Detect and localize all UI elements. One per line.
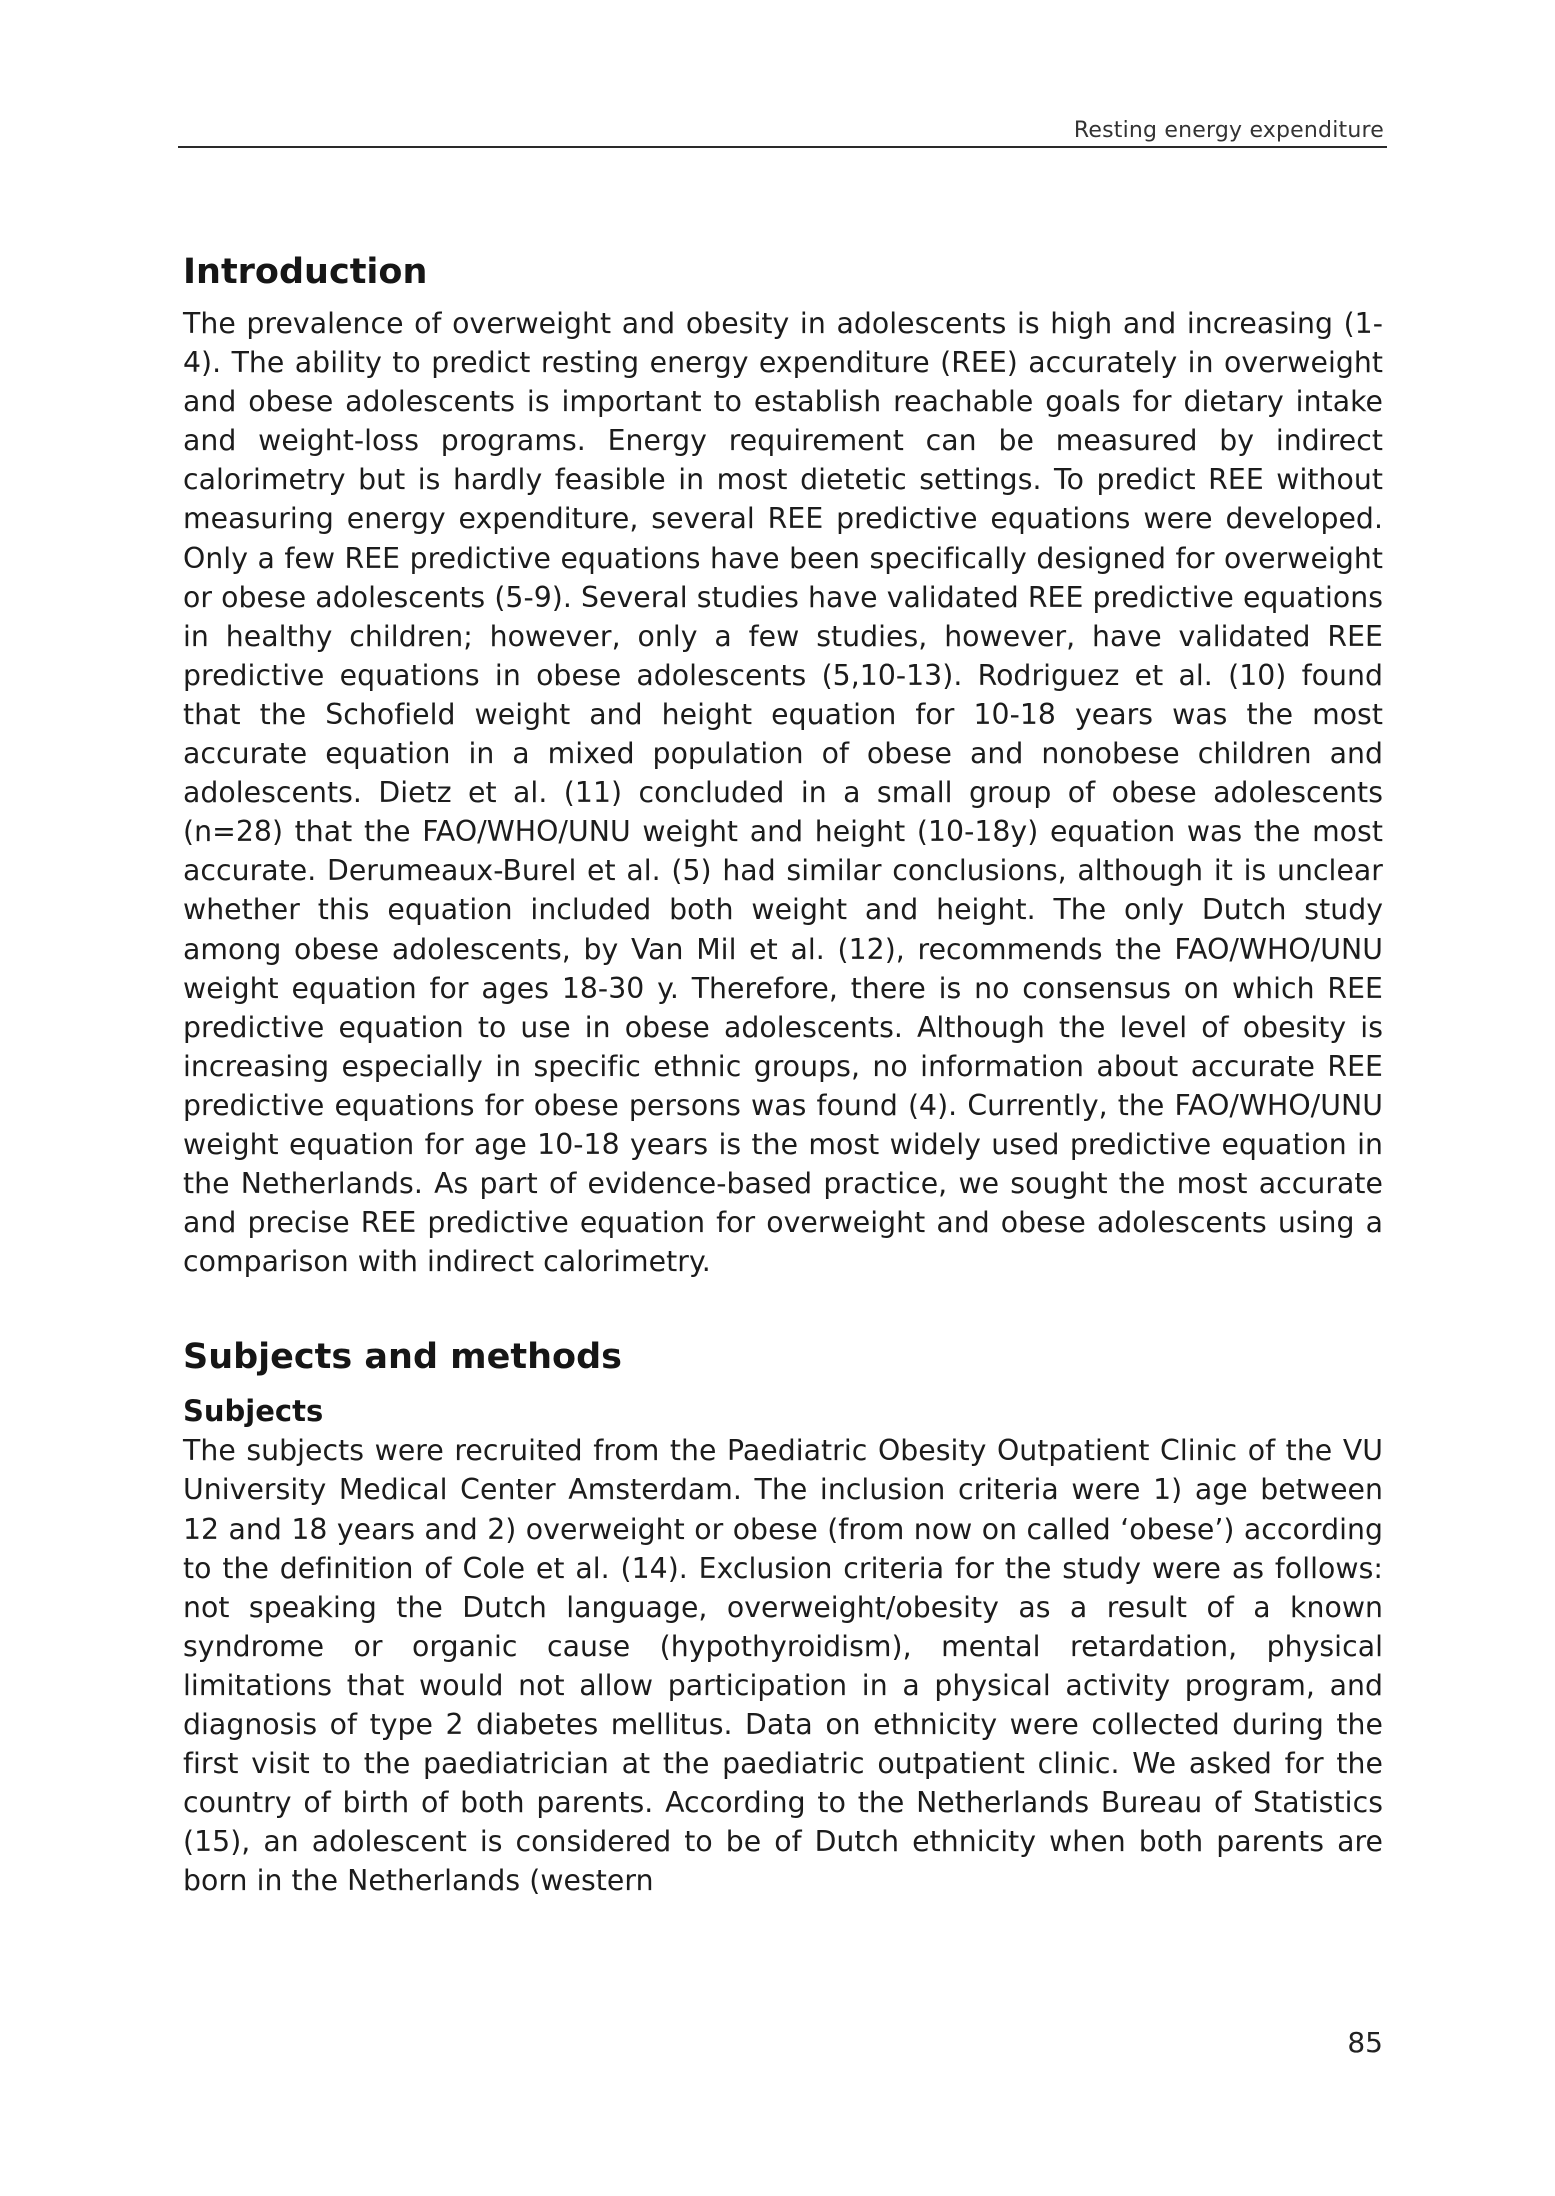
section-spacer bbox=[183, 1281, 1383, 1333]
running-header-title: Resting energy expenditure bbox=[1073, 118, 1384, 143]
running-header bbox=[178, 112, 1387, 148]
subjects-subheading: Subjects bbox=[183, 1394, 324, 1429]
subjects-paragraph: The subjects were recruited from the Paediatric Obesity Outpatient Clinic of the VU University Medical Center Amsterdam. The inclusion criteria were 1) age between 12 and 18 years and 2) overweight or obese (from now on called ‘obese’) according to the definition of Cole et al. (14). Exclusion criteria for the study were as follows: not speaking the Dutch language, overweight/obesity as a result of a known syndrome or organic cause (hypothyroidism), mental retardation, physical limitations that would not allow participation in a physical activity program, and diagnosis of type 2 diabetes mellitus. Data on ethnicity were collected during the first visit to the paediatrician at the paediatric outpatient clinic. We asked for the country of birth of both parents. According to the Netherlands Bureau of Statistics (15), an adolescent is considered to be of Dutch ethnicity when both parents are born in the Netherlands (western bbox=[183, 1434, 1383, 1898]
page-number: 85 bbox=[1347, 2026, 1383, 2059]
introduction-heading: Introduction bbox=[183, 252, 428, 292]
introduction-paragraph: The prevalence of overweight and obesity in adolescents is high and increasing (1-4). The ability to predict resting energy expenditure (REE) accurately in overweight and obese adolescents is important to establish reachable goals for dietary intake and weight-loss programs. Energy requirement can be measured by indirect calorimetry but is hardly feasible in most dietetic settings. To predict REE without measuring energy expenditure, several REE predictive equations were developed. Only a few REE predictive equations have been specifically designed for overweight or obese adolescents (5-9). Several studies have validated REE predictive equations in healthy children; however, only a few studies, however, have validated REE predictive equations in obese adolescents (5,10-13). Rodriguez et al. (10) found that the Schofield weight and height equation for 10-18 years was the most accurate equation in a mixed population of obese and nonobese children and adolescents. Dietz et al. (11) concluded in a small group of obese adolescents (n=28) that the FAO/WHO/UNU weight and height (10-18y) equation was the most accurate. Derumeaux-Burel et al. (5) had similar conclusions, although it is unclear whether this equation included both weight and height. The only Dutch study among obese adolescents, by Van Mil et al. (12), recommends the FAO/WHO/UNU weight equation for ages 18-30 y. Therefore, there is no consensus on which REE predictive equation to use in obese adolescents. Although the level of obesity is increasing especially in specific ethnic groups, no information about accurate REE predictive equations for obese persons was found (4). Currently, the FAO/WHO/UNU weight equation for age 10-18 years is the most widely used predictive equation in the Netherlands. As part of evidence-based practice, we sought the most accurate and precise REE predictive equation for overweight and obese adolescents using a comparison with indirect calorimetry. bbox=[183, 307, 1383, 1279]
subjects-and-methods-heading: Subjects and methods bbox=[183, 1337, 622, 1378]
body-column bbox=[183, 248, 1383, 1900]
